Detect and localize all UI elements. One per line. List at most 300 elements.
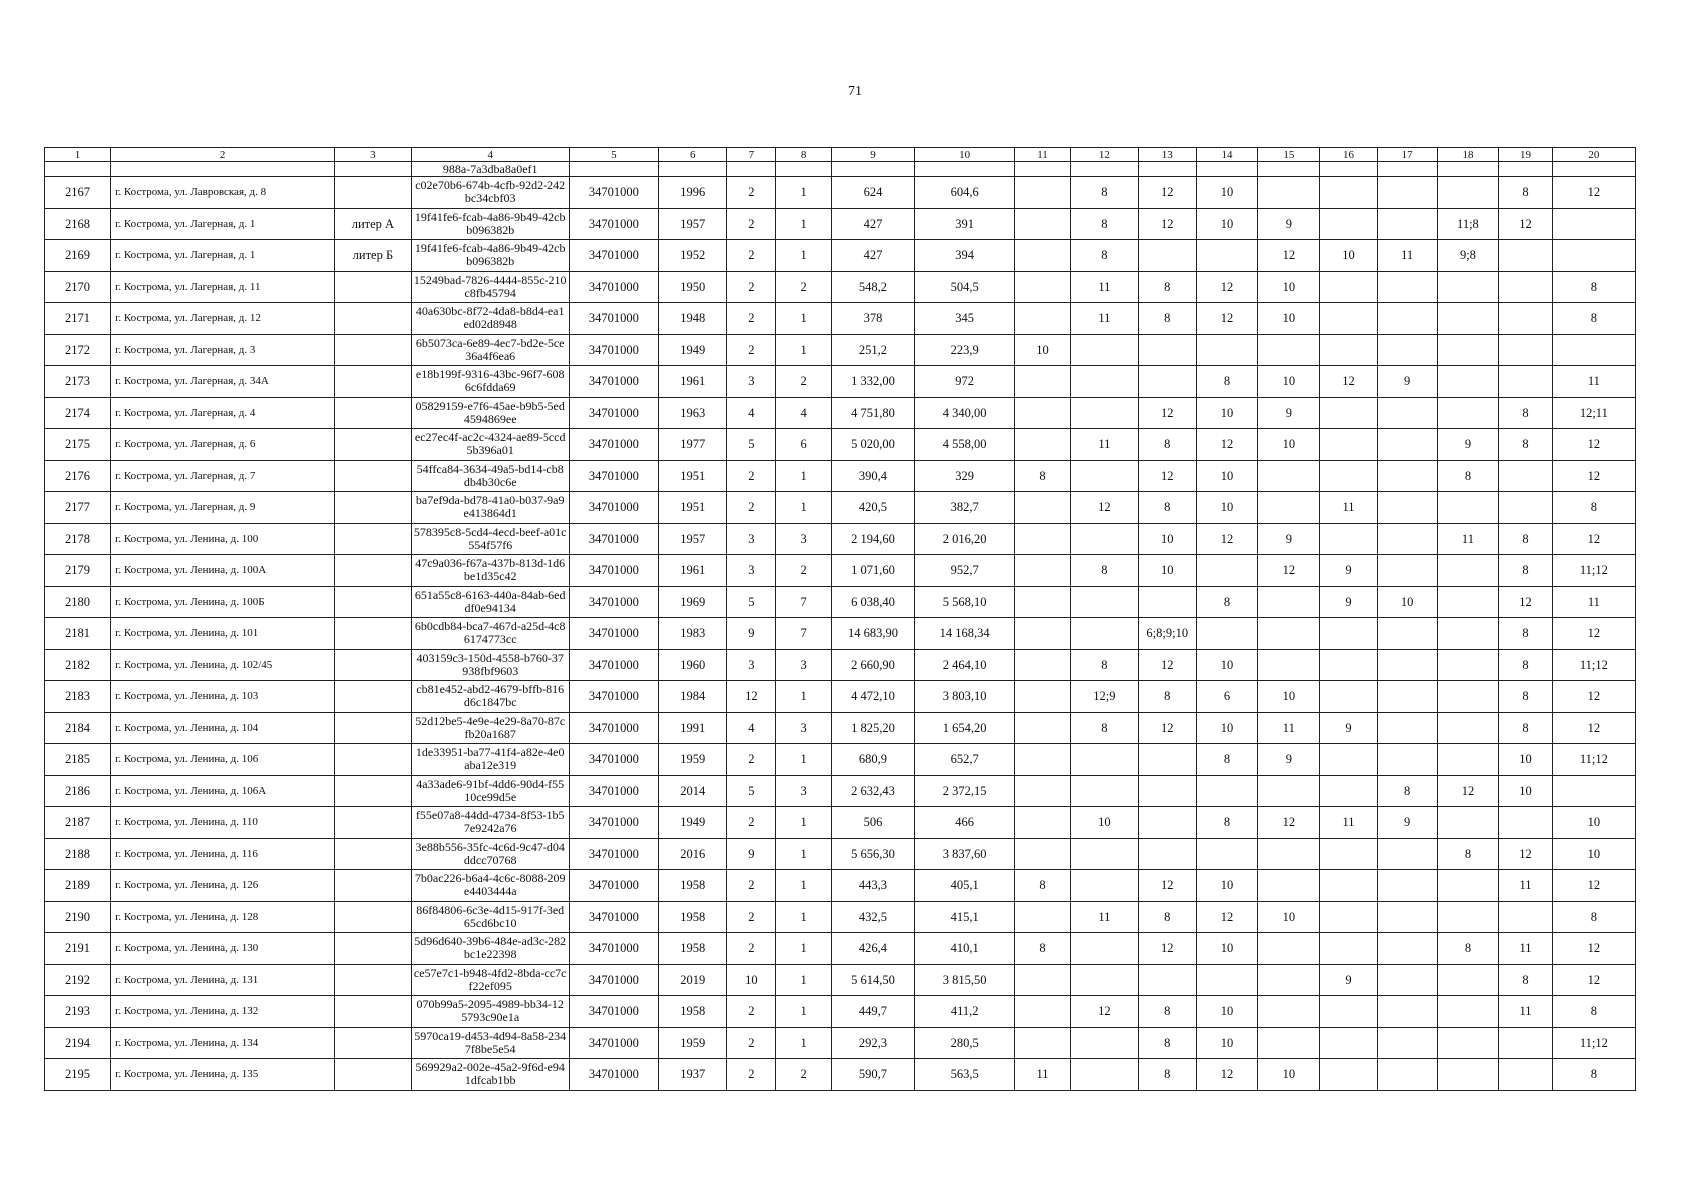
- cell-col-6: 1977: [659, 429, 727, 461]
- cell-col-3: [335, 933, 412, 965]
- column-number-4: 4: [411, 148, 569, 162]
- cell-col-11: [1015, 681, 1070, 713]
- cell-col-10: 2 372,15: [915, 775, 1015, 807]
- table-row: [45, 618, 1636, 650]
- cell-col-12: 11: [1070, 303, 1138, 335]
- fragment-empty-cell: [1070, 162, 1138, 177]
- cell-col-19: 8: [1499, 964, 1552, 996]
- cell-col-1: 2170: [45, 271, 111, 303]
- cell-col-10: 3 815,50: [915, 964, 1015, 996]
- fragment-empty-cell: [569, 162, 659, 177]
- cell-col-14: [1196, 775, 1258, 807]
- cell-col-1: 2187: [45, 807, 111, 839]
- cell-col-15: [1258, 586, 1320, 618]
- cell-col-14: 10: [1196, 870, 1258, 902]
- cell-col-2: г. Кострома, ул. Лагерная, д. 1: [111, 240, 335, 272]
- cell-col-14: 10: [1196, 712, 1258, 744]
- cell-col-9: 590,7: [831, 1059, 914, 1091]
- cell-col-3: [335, 838, 412, 870]
- cell-col-16: [1320, 523, 1378, 555]
- cell-col-16: [1320, 1059, 1378, 1091]
- cell-col-17: [1377, 1027, 1437, 1059]
- cell-col-4: cb81e452-abd2-4679-bffb-816d6c1847bc: [411, 681, 569, 713]
- cell-col-6: 1963: [659, 397, 727, 429]
- table-row: [45, 177, 1636, 209]
- cell-col-2: г. Кострома, ул. Лавровская, д. 8: [111, 177, 335, 209]
- cell-col-7: 5: [727, 586, 776, 618]
- cell-col-11: [1015, 618, 1070, 650]
- cell-col-13: 12: [1138, 397, 1196, 429]
- table-row: [45, 870, 1636, 902]
- cell-col-15: [1258, 933, 1320, 965]
- cell-col-17: [1377, 523, 1437, 555]
- cell-col-7: 2: [727, 1059, 776, 1091]
- cell-col-12: 8: [1070, 240, 1138, 272]
- cell-col-5: 34701000: [569, 523, 659, 555]
- cell-col-8: 1: [776, 681, 831, 713]
- cell-col-5: 34701000: [569, 240, 659, 272]
- cell-col-14: 10: [1196, 649, 1258, 681]
- cell-col-13: 10: [1138, 523, 1196, 555]
- cell-col-1: 2169: [45, 240, 111, 272]
- cell-col-3: [335, 555, 412, 587]
- cell-col-5: 34701000: [569, 996, 659, 1028]
- cell-col-5: 34701000: [569, 177, 659, 209]
- cell-col-5: 34701000: [569, 366, 659, 398]
- cell-col-12: [1070, 744, 1138, 776]
- cell-col-15: 9: [1258, 397, 1320, 429]
- cell-col-10: 2 016,20: [915, 523, 1015, 555]
- cell-col-14: [1196, 838, 1258, 870]
- cell-col-5: 34701000: [569, 460, 659, 492]
- cell-col-4: 569929a2-002e-45a2-9f6d-e941dfcab1bb: [411, 1059, 569, 1091]
- cell-col-15: [1258, 1027, 1320, 1059]
- cell-col-12: 12: [1070, 996, 1138, 1028]
- cell-col-15: 12: [1258, 807, 1320, 839]
- cell-col-6: 1961: [659, 555, 727, 587]
- cell-col-15: 10: [1258, 1059, 1320, 1091]
- cell-col-5: 34701000: [569, 807, 659, 839]
- cell-col-16: [1320, 996, 1378, 1028]
- cell-col-9: 449,7: [831, 996, 914, 1028]
- cell-col-16: 11: [1320, 492, 1378, 524]
- cell-col-10: 329: [915, 460, 1015, 492]
- cell-col-18: [1437, 271, 1499, 303]
- cell-col-20: 11;12: [1552, 555, 1635, 587]
- cell-col-10: 563,5: [915, 1059, 1015, 1091]
- fragment-empty-cell: [727, 162, 776, 177]
- cell-col-4: 52d12be5-4e9e-4e29-8a70-87cfb20a1687: [411, 712, 569, 744]
- cell-col-8: 7: [776, 586, 831, 618]
- cell-col-10: 415,1: [915, 901, 1015, 933]
- cell-col-5: 34701000: [569, 271, 659, 303]
- cell-col-11: [1015, 1027, 1070, 1059]
- cell-col-16: [1320, 177, 1378, 209]
- cell-col-12: [1070, 838, 1138, 870]
- cell-col-9: 427: [831, 240, 914, 272]
- cell-col-14: 10: [1196, 933, 1258, 965]
- cell-col-13: 10: [1138, 555, 1196, 587]
- fragment-empty-cell: [776, 162, 831, 177]
- cell-col-16: 11: [1320, 807, 1378, 839]
- cell-col-9: 2 660,90: [831, 649, 914, 681]
- cell-col-4: 86f84806-6c3e-4d15-917f-3ed65cd6bc10: [411, 901, 569, 933]
- cell-col-4: ce57e7c1-b948-4fd2-8bda-cc7cf22ef095: [411, 964, 569, 996]
- cell-col-20: [1552, 208, 1635, 240]
- table-row: [45, 334, 1636, 366]
- cell-col-8: 2: [776, 271, 831, 303]
- cell-col-4: 5970ca19-d453-4d94-8a58-2347f8be5e54: [411, 1027, 569, 1059]
- table-row: [45, 807, 1636, 839]
- cell-col-16: [1320, 303, 1378, 335]
- table-row: [45, 208, 1636, 240]
- cell-col-10: 1 654,20: [915, 712, 1015, 744]
- cell-col-8: 1: [776, 870, 831, 902]
- cell-col-2: г. Кострома, ул. Ленина, д. 131: [111, 964, 335, 996]
- table-row: [45, 744, 1636, 776]
- cell-col-7: 12: [727, 681, 776, 713]
- cell-col-6: 1961: [659, 366, 727, 398]
- cell-col-7: 3: [727, 366, 776, 398]
- cell-col-4: c02e70b6-674b-4cfb-92d2-242bc34cbf03: [411, 177, 569, 209]
- cell-col-4: ba7ef9da-bd78-41a0-b037-9a9e413864d1: [411, 492, 569, 524]
- cell-col-11: [1015, 996, 1070, 1028]
- table-row: [45, 649, 1636, 681]
- cell-col-14: 10: [1196, 492, 1258, 524]
- column-number-11: 11: [1015, 148, 1070, 162]
- cell-col-8: 6: [776, 429, 831, 461]
- cell-col-11: [1015, 712, 1070, 744]
- cell-col-13: 12: [1138, 933, 1196, 965]
- cell-col-11: [1015, 744, 1070, 776]
- cell-col-7: 2: [727, 208, 776, 240]
- fragment-empty-cell: [1138, 162, 1196, 177]
- cell-col-18: [1437, 964, 1499, 996]
- cell-col-18: [1437, 901, 1499, 933]
- cell-col-8: 1: [776, 901, 831, 933]
- cell-col-14: 12: [1196, 901, 1258, 933]
- cell-col-13: 12: [1138, 177, 1196, 209]
- table-row: [45, 523, 1636, 555]
- cell-col-19: [1499, 492, 1552, 524]
- cell-col-12: 8: [1070, 712, 1138, 744]
- cell-col-2: г. Кострома, ул. Лагерная, д. 12: [111, 303, 335, 335]
- table-row: [45, 838, 1636, 870]
- cell-col-11: 10: [1015, 334, 1070, 366]
- cell-col-4: 19f41fe6-fcab-4a86-9b49-42cbb096382b: [411, 208, 569, 240]
- cell-col-13: [1138, 586, 1196, 618]
- cell-col-14: [1196, 334, 1258, 366]
- cell-col-19: [1499, 303, 1552, 335]
- cell-col-3: [335, 366, 412, 398]
- cell-col-6: 1949: [659, 807, 727, 839]
- cell-col-16: 10: [1320, 240, 1378, 272]
- cell-col-18: 11: [1437, 523, 1499, 555]
- cell-col-5: 34701000: [569, 492, 659, 524]
- cell-col-14: 8: [1196, 366, 1258, 398]
- cell-col-17: [1377, 901, 1437, 933]
- cell-col-16: [1320, 460, 1378, 492]
- cell-col-8: 1: [776, 1027, 831, 1059]
- cell-col-9: 427: [831, 208, 914, 240]
- cell-col-3: [335, 744, 412, 776]
- cell-col-12: [1070, 870, 1138, 902]
- cell-col-11: 8: [1015, 933, 1070, 965]
- column-number-17: 17: [1377, 148, 1437, 162]
- cell-col-19: [1499, 1027, 1552, 1059]
- cell-col-17: [1377, 492, 1437, 524]
- cell-col-6: 1959: [659, 1027, 727, 1059]
- cell-col-17: [1377, 964, 1437, 996]
- cell-col-8: 7: [776, 618, 831, 650]
- cell-col-7: 2: [727, 303, 776, 335]
- cell-col-4: 6b5073ca-6e89-4ec7-bd2e-5ce36a4f6ea6: [411, 334, 569, 366]
- cell-col-2: г. Кострома, ул. Ленина, д. 135: [111, 1059, 335, 1091]
- cell-col-13: [1138, 775, 1196, 807]
- table-row: [45, 429, 1636, 461]
- cell-col-12: [1070, 366, 1138, 398]
- cell-col-11: [1015, 429, 1070, 461]
- cell-col-7: 3: [727, 555, 776, 587]
- cell-col-14: 10: [1196, 208, 1258, 240]
- cell-col-12: [1070, 397, 1138, 429]
- cell-col-20: 8: [1552, 271, 1635, 303]
- cell-col-18: 8: [1437, 933, 1499, 965]
- cell-col-18: [1437, 334, 1499, 366]
- cell-col-3: [335, 681, 412, 713]
- cell-col-1: 2180: [45, 586, 111, 618]
- cell-col-8: 1: [776, 492, 831, 524]
- cell-col-4: 5d96d640-39b6-484e-ad3c-282bc1e22398: [411, 933, 569, 965]
- cell-col-7: 2: [727, 901, 776, 933]
- table-row: [45, 712, 1636, 744]
- cell-col-17: [1377, 649, 1437, 681]
- cell-col-10: 972: [915, 366, 1015, 398]
- column-number-12: 12: [1070, 148, 1138, 162]
- cell-col-2: г. Кострома, ул. Лагерная, д. 3: [111, 334, 335, 366]
- cell-col-1: 2174: [45, 397, 111, 429]
- cell-col-20: [1552, 775, 1635, 807]
- column-number-13: 13: [1138, 148, 1196, 162]
- cell-col-9: 624: [831, 177, 914, 209]
- cell-col-18: [1437, 397, 1499, 429]
- table-row: [45, 933, 1636, 965]
- cell-col-18: [1437, 1027, 1499, 1059]
- cell-col-20: 8: [1552, 996, 1635, 1028]
- cell-col-13: 6;8;9;10: [1138, 618, 1196, 650]
- cell-col-13: 8: [1138, 429, 1196, 461]
- cell-col-14: 12: [1196, 429, 1258, 461]
- cell-col-4: 19f41fe6-fcab-4a86-9b49-42cbb096382b: [411, 240, 569, 272]
- cell-col-1: 2173: [45, 366, 111, 398]
- cell-col-4: 651a55c8-6163-440a-84ab-6eddf0e94134: [411, 586, 569, 618]
- cell-col-12: 12;9: [1070, 681, 1138, 713]
- cell-col-12: 8: [1070, 208, 1138, 240]
- cell-col-2: г. Кострома, ул. Лагерная, д. 9: [111, 492, 335, 524]
- cell-col-7: 2: [727, 996, 776, 1028]
- cell-col-1: 2175: [45, 429, 111, 461]
- cell-col-14: 12: [1196, 1059, 1258, 1091]
- cell-col-10: 14 168,34: [915, 618, 1015, 650]
- cell-col-3: [335, 177, 412, 209]
- cell-col-4: 1de33951-ba77-41f4-a82e-4e0aba12e319: [411, 744, 569, 776]
- table-row: [45, 901, 1636, 933]
- cell-col-20: 11;12: [1552, 744, 1635, 776]
- cell-col-8: 1: [776, 240, 831, 272]
- cell-col-9: 390,4: [831, 460, 914, 492]
- cell-col-3: [335, 586, 412, 618]
- table-row: [45, 397, 1636, 429]
- cell-col-5: 34701000: [569, 933, 659, 965]
- cell-col-5: 34701000: [569, 429, 659, 461]
- cell-col-14: 8: [1196, 744, 1258, 776]
- column-number-10: 10: [915, 148, 1015, 162]
- cell-col-3: [335, 460, 412, 492]
- cell-col-6: 1958: [659, 870, 727, 902]
- cell-col-3: [335, 397, 412, 429]
- cell-col-15: [1258, 460, 1320, 492]
- cell-col-5: 34701000: [569, 334, 659, 366]
- cell-col-17: [1377, 334, 1437, 366]
- cell-col-11: [1015, 240, 1070, 272]
- cell-col-19: 12: [1499, 838, 1552, 870]
- cell-col-8: 2: [776, 555, 831, 587]
- cell-col-11: 8: [1015, 460, 1070, 492]
- cell-col-7: 2: [727, 870, 776, 902]
- cell-col-7: 5: [727, 775, 776, 807]
- cell-col-4: 4a33ade6-91bf-4dd6-90d4-f5510ce99d5e: [411, 775, 569, 807]
- cell-col-2: г. Кострома, ул. Ленина, д. 100Б: [111, 586, 335, 618]
- cell-col-6: 1984: [659, 681, 727, 713]
- cell-col-7: 10: [727, 964, 776, 996]
- cell-col-10: 3 837,60: [915, 838, 1015, 870]
- cell-col-20: 12: [1552, 933, 1635, 965]
- cell-col-20: [1552, 240, 1635, 272]
- cell-col-16: 9: [1320, 712, 1378, 744]
- cell-col-12: [1070, 334, 1138, 366]
- cell-col-6: 1949: [659, 334, 727, 366]
- cell-col-12: 8: [1070, 649, 1138, 681]
- column-number-14: 14: [1196, 148, 1258, 162]
- cell-col-2: г. Кострома, ул. Лагерная, д. 1: [111, 208, 335, 240]
- table-row: [45, 1059, 1636, 1091]
- cell-col-3: литер Б: [335, 240, 412, 272]
- cell-col-18: [1437, 618, 1499, 650]
- cell-col-12: 12: [1070, 492, 1138, 524]
- cell-col-19: [1499, 460, 1552, 492]
- cell-col-15: 10: [1258, 271, 1320, 303]
- cell-col-5: 34701000: [569, 838, 659, 870]
- cell-col-15: [1258, 870, 1320, 902]
- cell-col-7: 3: [727, 523, 776, 555]
- cell-col-20: [1552, 334, 1635, 366]
- cell-col-11: [1015, 366, 1070, 398]
- cell-col-7: 2: [727, 460, 776, 492]
- cell-col-18: [1437, 807, 1499, 839]
- cell-col-6: 1958: [659, 996, 727, 1028]
- column-number-6: 6: [659, 148, 727, 162]
- cell-col-12: 11: [1070, 429, 1138, 461]
- column-number-row: [45, 148, 1636, 162]
- cell-col-3: литер А: [335, 208, 412, 240]
- cell-col-12: [1070, 586, 1138, 618]
- cell-col-8: 1: [776, 460, 831, 492]
- cell-col-10: 405,1: [915, 870, 1015, 902]
- cell-col-19: [1499, 901, 1552, 933]
- cell-col-1: 2185: [45, 744, 111, 776]
- cell-col-10: 504,5: [915, 271, 1015, 303]
- cell-col-10: 223,9: [915, 334, 1015, 366]
- cell-col-11: [1015, 271, 1070, 303]
- cell-col-2: г. Кострома, ул. Ленина, д. 102/45: [111, 649, 335, 681]
- cell-col-13: 8: [1138, 901, 1196, 933]
- cell-col-17: [1377, 870, 1437, 902]
- cell-col-17: [1377, 208, 1437, 240]
- cell-col-14: 8: [1196, 807, 1258, 839]
- cell-col-15: [1258, 964, 1320, 996]
- cell-col-10: 652,7: [915, 744, 1015, 776]
- cell-col-16: [1320, 901, 1378, 933]
- cell-col-7: 9: [727, 838, 776, 870]
- cell-col-20: 12: [1552, 870, 1635, 902]
- cell-col-9: 5 656,30: [831, 838, 914, 870]
- cell-col-17: [1377, 744, 1437, 776]
- cell-col-7: 2: [727, 271, 776, 303]
- cell-col-8: 2: [776, 1059, 831, 1091]
- cell-col-2: г. Кострома, ул. Лагерная, д. 34А: [111, 366, 335, 398]
- cell-col-11: [1015, 177, 1070, 209]
- cell-col-14: 10: [1196, 460, 1258, 492]
- cell-col-12: [1070, 460, 1138, 492]
- cell-col-18: 9;8: [1437, 240, 1499, 272]
- cell-col-6: 1960: [659, 649, 727, 681]
- cell-col-4: 7b0ac226-b6a4-4c6c-8088-209e4403444a: [411, 870, 569, 902]
- cell-col-14: 6: [1196, 681, 1258, 713]
- cell-col-2: г. Кострома, ул. Ленина, д. 106А: [111, 775, 335, 807]
- cell-col-16: [1320, 775, 1378, 807]
- cell-col-4: e18b199f-9316-43bc-96f7-6086c6fdda69: [411, 366, 569, 398]
- cell-col-4: f55e07a8-44dd-4734-8f53-1b57e9242a76: [411, 807, 569, 839]
- cell-col-2: г. Кострома, ул. Ленина, д. 100А: [111, 555, 335, 587]
- cell-col-2: г. Кострома, ул. Ленина, д. 126: [111, 870, 335, 902]
- cell-col-16: [1320, 271, 1378, 303]
- cell-col-20: 11;12: [1552, 649, 1635, 681]
- cell-col-6: 1937: [659, 1059, 727, 1091]
- cell-col-10: 345: [915, 303, 1015, 335]
- cell-col-20: 8: [1552, 1059, 1635, 1091]
- cell-col-16: [1320, 838, 1378, 870]
- cell-col-13: [1138, 838, 1196, 870]
- cell-col-16: [1320, 744, 1378, 776]
- cell-col-15: 9: [1258, 523, 1320, 555]
- cell-col-10: 391: [915, 208, 1015, 240]
- cell-col-2: г. Кострома, ул. Лагерная, д. 11: [111, 271, 335, 303]
- cell-col-9: 1 332,00: [831, 366, 914, 398]
- cell-col-9: 251,2: [831, 334, 914, 366]
- cell-col-6: 1996: [659, 177, 727, 209]
- cell-col-8: 1: [776, 744, 831, 776]
- cell-col-8: 1: [776, 807, 831, 839]
- cell-col-17: [1377, 933, 1437, 965]
- cell-col-3: [335, 523, 412, 555]
- cell-col-12: 11: [1070, 271, 1138, 303]
- cell-col-7: 2: [727, 744, 776, 776]
- cell-col-5: 34701000: [569, 649, 659, 681]
- cell-col-10: 411,2: [915, 996, 1015, 1028]
- cell-col-9: 292,3: [831, 1027, 914, 1059]
- cell-col-7: 2: [727, 240, 776, 272]
- cell-col-10: 952,7: [915, 555, 1015, 587]
